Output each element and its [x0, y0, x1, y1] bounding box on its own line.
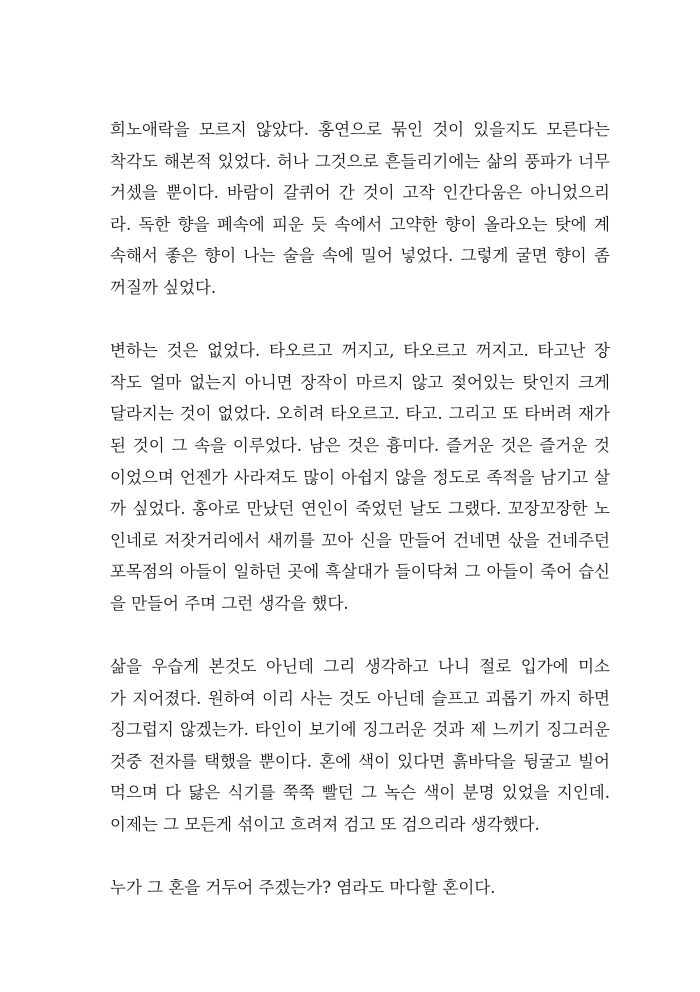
text-line: 포목점의 아들이 일하던 곳에 흑살대가 들이닥쳐 그 아들이 죽어 습신: [110, 562, 610, 582]
text-line: 거셌을 뿐이다. 바람이 갈퀴어 간 것이 고작 인간다움은 아니었으리: [110, 183, 610, 203]
text-line: 속해서 좋은 향이 나는 술을 속에 밀어 넣었다. 그렇게 굴면 향이 좀: [110, 246, 610, 266]
paragraph-3: [90, 651, 610, 841]
text-line: 것중 전자를 택했을 뿐이다. 혼에 색이 있다면 흙바닥을 뒹굴고 빌어: [110, 751, 610, 771]
text-line: 변하는 것은 없었다. 타오르고 꺼지고, 타오르고 꺼지고. 타고난 장: [110, 341, 610, 361]
text-line: 인네로 저잣거리에서 새끼를 꼬아 신을 만들어 건네면 삯을 건네주던: [110, 530, 610, 550]
text-line: 꺼질까 싶었다.: [110, 277, 217, 297]
text-line: 징그럽지 않겠는가. 타인이 보기에 징그러운 것과 제 느끼기 징그러운: [110, 720, 610, 740]
text-line: 누가 그 혼을 거두어 주겠는가? 염라도 마다할 혼이다.: [110, 878, 496, 898]
paragraph-4: [90, 872, 610, 904]
paragraph-1: [90, 114, 610, 304]
text-line: 가 지어졌다. 원하여 이리 사는 것도 아닌데 슬프고 괴롭기 까지 하면: [110, 688, 610, 708]
paragraph-2: [90, 335, 610, 619]
text-line: 희노애락을 모르지 않았다. 홍연으로 묶인 것이 있을지도 모른다는: [110, 120, 610, 139]
text-line: 이었으며 언젠가 사라져도 많이 아쉽지 않을 정도로 족적을 남기고 살: [110, 467, 610, 487]
text-line: 달라지는 것이 없었다. 오히려 타오르고. 타고. 그리고 또 타버려 재가: [110, 404, 610, 424]
text-line: 까 싶었다. 홍아로 만났던 연인이 죽었던 날도 그랬다. 꼬장꼬장한 노: [110, 499, 610, 519]
text-line: 라. 독한 향을 폐속에 피운 듯 속에서 고약한 향이 올라오는 탓에 계: [110, 214, 610, 234]
document-body: [90, 114, 610, 904]
text-line: 먹으며 다 닳은 식기를 쭉쭉 빨던 그 녹슨 색이 분명 있었을 지인데.: [110, 783, 610, 803]
text-line: 을 만들어 주며 그런 생각을 했다.: [110, 593, 349, 613]
text-line: 된 것이 그 속을 이루었다. 남은 것은 흉미다. 즐거운 것은 즐거운 것: [110, 435, 610, 455]
text-line: 작도 얼마 없는지 아니면 장작이 마르지 않고 젖어있는 탓인지 크게: [110, 372, 610, 392]
text-line: 삶을 우습게 본것도 아닌데 그리 생각하고 나니 절로 입가에 미소: [110, 657, 610, 677]
text-line: 착각도 해본적 있었다. 허나 그것으로 흔들리기에는 삶의 풍파가 너무: [110, 151, 610, 171]
text-line: 이제는 그 모든게 섞이고 흐려져 검고 또 검으리라 생각했다.: [110, 815, 540, 835]
